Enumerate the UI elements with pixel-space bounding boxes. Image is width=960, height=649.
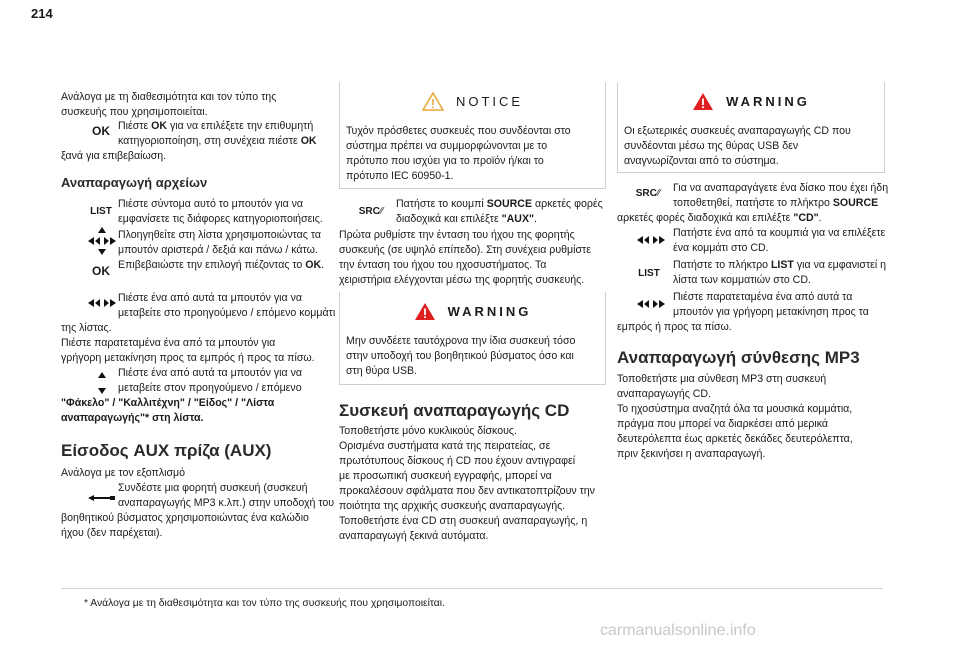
footnote-divider bbox=[61, 588, 883, 589]
col3-src-cont: αρκετές φορές διαδοχικά και επιλέξτε "CD". bbox=[617, 212, 822, 224]
col1-ok2-line: Επιβεβαιώστε την επιλογή πιέζοντας το OK. bbox=[118, 259, 325, 271]
col2-src-line1: Πατήστε το κουμπί SOURCE αρκετές φορές bbox=[396, 198, 603, 210]
col3-mp3-line1: Τοποθετήστε μια σύνθεση MP3 στη συσκευή bbox=[617, 373, 827, 385]
col2-src-cont4: χειριστήρια ελέγχονται μέσω της φορητής συσκευής. bbox=[339, 274, 585, 286]
col2-src-line2: διαδοχικά και επιλέξτε "AUX". bbox=[396, 213, 537, 225]
list-button-icon: LIST bbox=[90, 205, 112, 217]
col3-lr2-line1: Πιέστε παρατεταμένα ένα από αυτά τα bbox=[673, 291, 853, 303]
col2-src-cont2: συσκευής (σε υψηλό επίπεδο). Στη συνέχεια ρυθμίστε bbox=[339, 244, 591, 256]
notice-header bbox=[340, 82, 605, 120]
col1-ud-cont2: αναπαραγωγής"* στη λίστα. bbox=[61, 412, 204, 424]
col3-lr-line2: ένα κομμάτι στο CD. bbox=[673, 242, 769, 254]
footnote: * Ανάλογα με τη διαθεσιμότητα και τον τύπο της συσκευής που χρησιμοποιείται. bbox=[84, 598, 445, 609]
notice-line1: Τυχόν πρόσθετες συσκευές που συνδέονται στο bbox=[346, 125, 571, 137]
col3-mp3-line6: πριν ξεκινήσει η αναπαραγωγή. bbox=[617, 448, 766, 460]
col1-lr-cont1: της λίστας. bbox=[61, 322, 112, 334]
four-way-arrows-icon bbox=[88, 226, 116, 256]
col2-cd-line5: προκαλέσουν σφάλματα που δεν αντικατοπτρίζουν την bbox=[339, 485, 595, 497]
col1-intro-2: συσκευής που χρησιμοποιείται. bbox=[61, 106, 208, 118]
col1-aux-line2: αναπαραγωγής MP3 κ.λπ.) στην υποδοχή του bbox=[118, 497, 335, 509]
col2-src-cont1: Πρώτα ρυθμίστε την ένταση του ήχου της φορητής bbox=[339, 229, 575, 241]
col2-cd-line8: αναπαραγωγή ξεκινά αυτόματα. bbox=[339, 530, 489, 542]
warning-header-1 bbox=[340, 292, 605, 330]
col1-ok1-line2: κατηγοριοποίηση, στη συνέχεια πιέστε OK bbox=[118, 135, 317, 147]
col3-mp3-line4: πράγμα που μπορεί να διαρκέσει από μερικά bbox=[617, 418, 829, 430]
list-button-icon-2: LIST bbox=[638, 267, 660, 279]
col1-aux-cont2: ήχου (δεν παρέχεται). bbox=[61, 527, 163, 539]
col1-lr-cont3: γρήγορη μετακίνηση προς τα εμπρός ή προς τα πίσω. bbox=[61, 352, 315, 364]
col1-lr-line1: Πιέστε ένα από αυτά τα μπουτόν για να bbox=[118, 292, 302, 304]
col2-warning-line2: στην υποδοχή του βοηθητικού βύσματος όσο και bbox=[346, 350, 574, 362]
notice-line4: πρότυπο IEC 60950-1. bbox=[346, 170, 454, 182]
source-icon-label: SRC bbox=[358, 205, 380, 217]
page-number: 214 bbox=[31, 6, 53, 21]
col1-lr-line2: μεταβείτε στο προηγούμενο / επόμενο κομμάτι bbox=[118, 307, 336, 319]
col3-warning-line1: Οι εξωτερικές συσκευές αναπαραγωγής CD που bbox=[624, 125, 851, 137]
col1-ok1-line1: Πιέστε OK για να επιλέξετε την επιθυμητή bbox=[118, 120, 314, 132]
col2-warning-line3: στη θύρα USB. bbox=[346, 365, 418, 377]
col1-nav-line2: μπουτόν αριστερά / δεξιά και πάνω / κάτω. bbox=[118, 244, 318, 256]
notice-line2: σύστημα πρέπει να συμμορφώνονται με το bbox=[346, 140, 548, 152]
col1-list-line2: εμφανίσετε τις διάφορες κατηγοριοποιήσεις. bbox=[118, 213, 323, 225]
warning-title-1: WARNING bbox=[447, 303, 532, 319]
col3-src-line1: Για να αναπαραγάγετε ένα δίσκο που έχει ήδη bbox=[673, 182, 889, 194]
ok-button-icon-2: OK bbox=[92, 264, 110, 278]
col1-ud-cont1: "Φάκελο" / "Καλλιτέχνη" / "Είδος" / "Λίστα bbox=[61, 397, 275, 409]
warning-icon-2 bbox=[692, 92, 714, 111]
heading-file-playback: Αναπαραγωγή αρχείων bbox=[61, 175, 208, 190]
col3-lr2-cont: εμπρός ή προς τα πίσω. bbox=[617, 321, 732, 333]
col1-aux-intro: Ανάλογα με τον εξοπλισμό bbox=[61, 467, 186, 479]
left-right-arrows-icon-3 bbox=[637, 296, 665, 306]
col2-warning-line1: Μην συνδέετε ταυτόχρονα την ίδια συσκευή τόσο bbox=[346, 335, 576, 347]
notice-line3: πρότυπο που ισχύει για το προϊόν ή/και το bbox=[346, 155, 544, 167]
col3-lr-line1: Πατήστε ένα από τα κουμπιά για να επιλέξετε bbox=[673, 227, 886, 239]
col3-mp3-line3: Το ηχοσύστημα αναζητά όλα τα μουσικά κομμάτια, bbox=[617, 403, 853, 415]
col2-cd-line7: Τοποθετήστε ένα CD στη συσκευή αναπαραγωγής, η bbox=[339, 515, 588, 527]
col1-ud-line1: Πιέστε ένα από αυτά τα μπουτόν για να bbox=[118, 367, 302, 379]
col3-lr2-line2: μπουτόν για γρήγορη μετακίνηση προς τα bbox=[673, 306, 869, 318]
ok-button-icon: OK bbox=[92, 124, 110, 138]
col3-warning-line2: συνδέονται μέσω της θύρας USB δεν bbox=[624, 140, 799, 152]
col3-list-line1: Πατήστε το πλήκτρο LIST για να εμφανιστεί η bbox=[673, 259, 887, 271]
heading-cd-player: Συσκευή αναπαραγωγής CD bbox=[339, 401, 570, 420]
col2-cd-line6: ποιότητα της αρχικής συσκευής αναπαραγωγής. bbox=[339, 500, 566, 512]
col3-list-line2: λίστα των κομματιών στο CD. bbox=[673, 274, 811, 286]
left-right-arrows-icon-2 bbox=[637, 232, 665, 242]
up-down-arrows-icon bbox=[96, 371, 108, 395]
col2-cd-line3: πρωτότυπους δίσκους ή CD που έχουν αντιγραφεί bbox=[339, 455, 576, 467]
col1-lr-cont2: Πιέστε παρατεταμένα ένα από τα μπουτόν για bbox=[61, 337, 276, 349]
col1-nav-line1: Πλοηγηθείτε στη λίστα χρησιμοποιώντας τα bbox=[118, 229, 321, 241]
notice-title: NOTICE bbox=[455, 93, 524, 109]
col2-cd-line2: Ορισμένα συστήματα κατά της πειρατείας, σε bbox=[339, 440, 551, 452]
warning-icon bbox=[414, 302, 436, 321]
col1-ud-line2: μεταβείτε στον προηγούμενο / επόμενο bbox=[118, 382, 302, 394]
col1-aux-line1: Συνδέστε μια φορητή συσκευή (συσκευή bbox=[118, 482, 308, 494]
warning-header-2 bbox=[618, 82, 884, 120]
source-button-icon: SRC ∕∕ bbox=[358, 205, 384, 217]
heading-aux-input: Είσοδος AUX πρίζα (AUX) bbox=[61, 441, 272, 460]
col3-warning-line3: αναγνωρίζονται από το σύστημα. bbox=[624, 155, 779, 167]
jack-plug-icon bbox=[88, 490, 116, 500]
col1-list-line1: Πιέστε σύντομα αυτό το μπουτόν για να bbox=[118, 198, 304, 210]
col2-cd-line1: Τοποθετήστε μόνο κυκλικούς δίσκους. bbox=[339, 425, 517, 437]
watermark: carmanualsonline.info bbox=[600, 622, 756, 639]
left-right-arrows-icon bbox=[88, 295, 116, 305]
notice-icon bbox=[422, 92, 444, 111]
heading-mp3-playback: Αναπαραγωγή σύνθεσης MP3 bbox=[617, 348, 860, 367]
source-icon-label-2: SRC bbox=[635, 187, 657, 199]
source-button-icon-2: SRC ∕∕ bbox=[635, 187, 661, 199]
col1-ok1-cont: ξανά για επιβεβαίωση. bbox=[61, 150, 167, 162]
col3-src-line2: τοποθετηθεί, πατήστε το πλήκτρο SOURCE bbox=[673, 197, 879, 209]
warning-title-2: WARNING bbox=[726, 93, 810, 109]
col1-aux-cont1: βοηθητικού βύσματος χρησιμοποιώντας ένα καλώδιο bbox=[61, 512, 309, 524]
col3-mp3-line2: αναπαραγωγής CD. bbox=[617, 388, 712, 400]
col3-mp3-line5: δευτερόλεπτα έως αρκετές δεκάδες δευτερόλεπτα, bbox=[617, 433, 853, 445]
col2-cd-line4: με προσωπική συσκευή εγγραφής, μπορεί να bbox=[339, 470, 552, 482]
col1-intro-1: Ανάλογα με τη διαθεσιμότητα και τον τύπο της bbox=[61, 91, 277, 103]
col2-src-cont3: την ένταση του ήχου του ηχοσυστήματος. Τα bbox=[339, 259, 547, 271]
